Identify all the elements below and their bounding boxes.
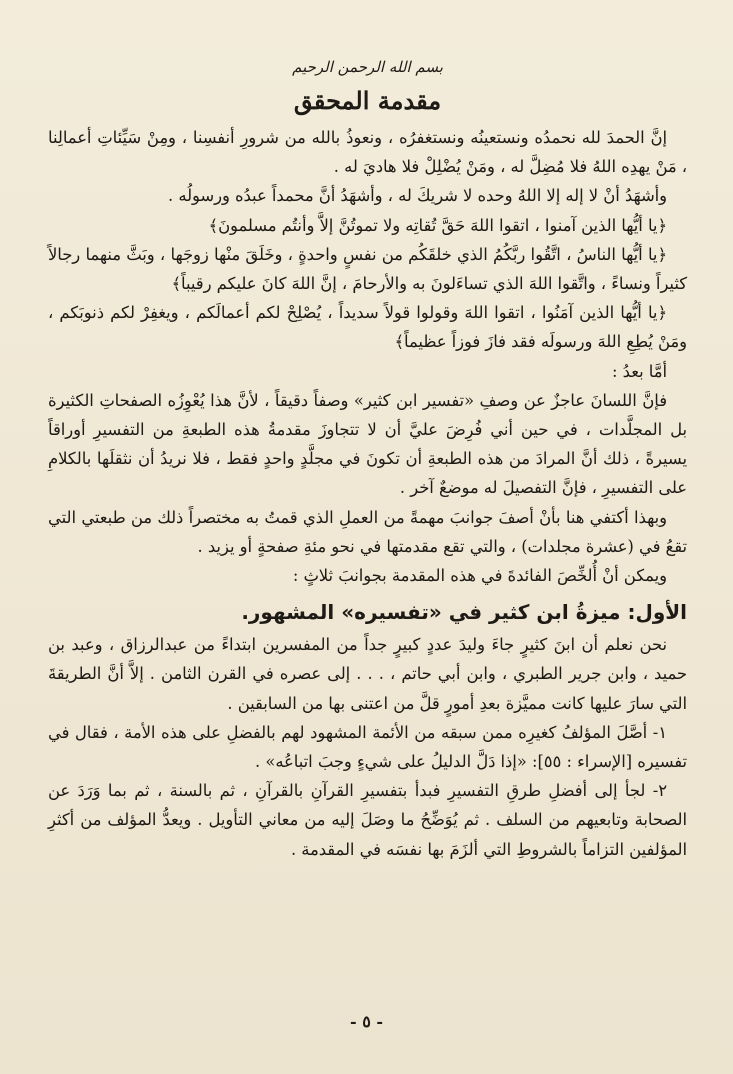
verse-2: ﴿يا أيُّها الناسُ ، اتَّقُوا ربَّكُمُ الذي خلقَكُم من نفسٍ واحدةٍ ، وخَلَقَ منْها زوجَها ، وبَثَّ منهما رجالاً كثيراً ونساءً ، واتَّقوا اللهَ الذي تساءَلونَ به والأرحامَ ، إنَّ اللهَ كانَ عليكم رقيباً﴾ (48, 244, 687, 294)
amma-bad: أمَّا بعدُ : (612, 361, 667, 381)
paragraph-intro: فإنَّ اللسانَ عاجزٌ عن وصفِ «تفسير ابن كثير» وصفاً دقيقاً ، لأنَّ هذا يُعْوِزُه الصفحاتِ الكثيرة بل المجلَّدات ، في حين أني فُرِضَ عليَّ أن لا تتجاوزَ مقدمةُ هذه الطبعةِ من التفسيرِ أوراقاً يسيرةً ، ذلك أنَّ المرادَ من هذه الطبعةِ أن تكونَ في مجلَّدٍ واحدٍ فقط ، فلا نريدُ أن نثقلَها بالكلامِ على التفسيرِ ، فإنَّ التفصيلَ له موضعٌ آخر . (48, 390, 687, 498)
page-title: مقدمة المحقق (293, 86, 442, 115)
paragraph-opening: إنَّ الحمدَ لله نحمدُه ونستعينُه ونستغفرُه ، ونعوذُ بالله من شرورِ أنفسِنا ، ومِنْ سَيِّئاتِ أعمالِنا ، مَنْ يهدِه اللهُ فلا مُضِلَّ له ، ومَنْ يُضْلِلْ فلا هاديَ له . (48, 128, 687, 177)
text-column (48, 58, 687, 864)
paragraph-aspects: ويمكن أنْ أُلخِّصَ الفائدةَ في هذه المقدمة بجوانبَ ثلاثٍ : (292, 566, 667, 586)
section-heading: الأول: ميزةُ ابن كثير في «تفسيره» المشهور. (241, 600, 687, 625)
point-1: ١- أصَّلَ المؤلفُ كغيرِه ممن سبقه من الأئمة المشهود لهم بالفضلِ على هذه الأمة ، فقال في تفسيره [الإسراء : ٥٥]: «إذا دَلَّ الدليلُ على شيءٍ وجبَ اتباعُه» . (48, 722, 687, 772)
point-2: ٢- لجأ إلى أفضلِ طرقِ التفسيرِ فبدأ بتفسيرِ القرآنِ بالقرآنِ ، ثم بالسنة ، ثم بما وَرَدَ عن الصحابة وتابعيهم من السلف . ثم يُوَضِّحُ ما وصَلَ إليه من معاني التأويل . ويعدُّ المؤلف من أكثرِ المؤلفين التزاماً بالشروطِ التي ألزَمَ بها نفسَه في المقدمة . (48, 781, 687, 859)
paragraph-history: نحن نعلم أن ابنَ كثيرٍ جاءَ وليدَ عددٍ كبيرٍ جداً من المفسرين ابتداءً من عبدالرزاق ، وعبد بن حميد ، وابن جرير الطبري ، وابن أبي حاتم ، . . . إلى عصره في القرن الثامن . إلاَّ أنَّ الطريقةَ التي سارَ عليها كانت مميَّزة بعدِ أمورٍ قلَّ من اعتنى بها من السابقين . (48, 635, 687, 713)
verse-3: ﴿يا أيُّها الذين آمَنُوا ، اتقوا اللهَ وقولوا قولاً سديداً ، يُصْلِحْ لكم أعمالَكم ، ويغفِرْ لكم ذنوبَكم ، ومَنْ يُطِعِ اللهَ ورسولَه فقد فازَ فوزاً عظيماً﴾ (48, 303, 687, 352)
paragraph-shahada: وأشهَدُ أنْ لا إله إلا اللهُ وحده لا شريكَ له ، وأشهَدُ أنَّ محمداً عبدُه ورسولُه . (167, 186, 667, 206)
basmala: بسم الله الرحمن الرحيم (292, 58, 443, 76)
verse-1: ﴿يا أيُّها الذين آمنوا ، اتقوا اللهَ حَقَّ تُقاتِه ولا تموتُنَّ إلاَّ وأنتُم مسلمونَ﴾ (208, 215, 667, 235)
paragraph-scope: وبهذا أكتفي هنا بأنْ أصفَ جوانبَ مهمةً من العملِ الذي قمتُ به مختصراً ذلك من طبعتي التي تقعُ في (عشرة مجلدات) ، والتي تقع مقدمتها في نحو مئةِ صفحةٍ أو يزيد . (48, 507, 687, 556)
page-number: - ٥ - (349, 1012, 384, 1031)
